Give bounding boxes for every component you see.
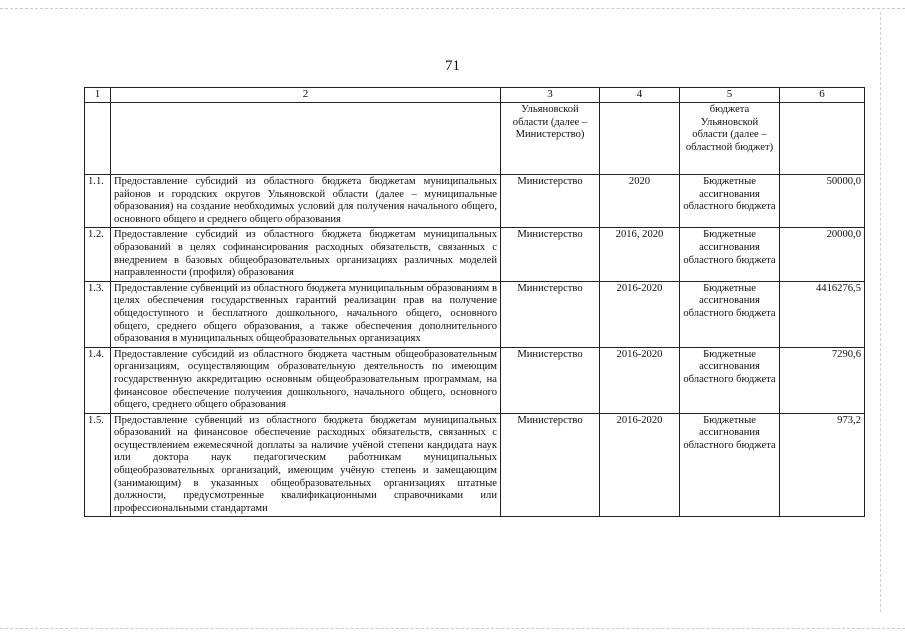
table-row [85,175,865,228]
row-funding-source: Бюджетные ассигнования областного бюджета [680,281,780,347]
row-executor: Министерство [501,347,600,413]
scan-bottom-edge [0,628,905,630]
scan-right-edge [880,12,882,612]
row-executor: Министерство [501,228,600,281]
row-executor: Министерство [501,175,600,228]
column-number-5: 5 [680,88,780,103]
row-number: 1.3. [85,281,111,347]
row-funding-source: Бюджетные ассигнования областного бюджета [680,413,780,517]
row-amount: 7290,6 [780,347,865,413]
row-funding-source: Бюджетные ассигнования областного бюджета [680,228,780,281]
row-description: Предоставление субсидий из областного бюджета бюджетам муниципальных образований в целях софинансирования расходных обязательств, связанных с внедрением в базовых общеобразовательных организациях различных моделей направленности (профиля) образования [111,228,501,281]
row-funding-source: Бюджетные ассигнования областного бюджета [680,347,780,413]
row-amount: 4416276,5 [780,281,865,347]
row-years: 2016-2020 [600,347,680,413]
row-executor: Министерство [501,281,600,347]
column-number-6: 6 [780,88,865,103]
column-number-1: 1 [85,88,111,103]
table-row [85,413,865,517]
row-years: 2016-2020 [600,413,680,517]
column-number-row [85,88,865,103]
column-number-2: 2 [111,88,501,103]
row-number: 1.4. [85,347,111,413]
column-number-4: 4 [600,88,680,103]
continuation-source: бюджета Ульяновской области (далее – областной бюджет) [680,103,780,175]
row-number: 1.2. [85,228,111,281]
continuation-years [600,103,680,175]
budget-table [84,87,865,517]
continuation-amount [780,103,865,175]
continuation-desc [111,103,501,175]
row-description: Предоставление субсидий из областного бюджета бюджетам муниципальных районов и городских округов Ульяновской области (далее – муниципальные образования) на создание необходимых условий для получения начального общего, основного общего и среднего общего образования [111,175,501,228]
row-years: 2016, 2020 [600,228,680,281]
column-number-3: 3 [501,88,600,103]
row-description: Предоставление субвенций из областного бюджета бюджетам муниципальных образований на финансовое обеспечение расходных обязательств, связанных с осуществлением ежемесячной доплаты за наличие учёной степени кандидата наук или доктора наук педагогическим работникам муниципальных общеобразовательных организаций, имеющим учёную степень и замещающим (занимающим) в указанных общеобразовательных организациях штатные должности, предусмотренные квалификационными справочниками или профессиональными стандартами [111,413,501,517]
row-years: 2020 [600,175,680,228]
table-row [85,228,865,281]
row-number: 1.1. [85,175,111,228]
page-number: 71 [445,58,460,74]
scan-top-edge [0,8,905,10]
row-description: Предоставление субвенций из областного бюджета муниципальным образованиям в целях обеспечения государственных гарантий реализации прав на получение общедоступного и бесплатного дошкольного, начального общего, основного общего, среднего общего образования, а также обеспечения дополнительного образования в муниципальных общеобразовательных организациях [111,281,501,347]
row-years: 2016-2020 [600,281,680,347]
row-number: 1.5. [85,413,111,517]
row-amount: 973,2 [780,413,865,517]
continuation-no [85,103,111,175]
table-row [85,281,865,347]
row-description: Предоставление субсидий из областного бюджета частным общеобразовательным организациям, осуществляющим образовательную деятельность по имеющим государственную аккредитацию основным общеобразовательным программам, на финансовое обеспечение получения дошкольного, начального общего, основного общего, среднего общего образования [111,347,501,413]
continuation-row [85,103,865,175]
continuation-executor: Ульяновской области (далее – Министерство) [501,103,600,175]
row-executor: Министерство [501,413,600,517]
table-row [85,347,865,413]
row-amount: 50000,0 [780,175,865,228]
row-amount: 20000,0 [780,228,865,281]
row-funding-source: Бюджетные ассигнования областного бюджета [680,175,780,228]
